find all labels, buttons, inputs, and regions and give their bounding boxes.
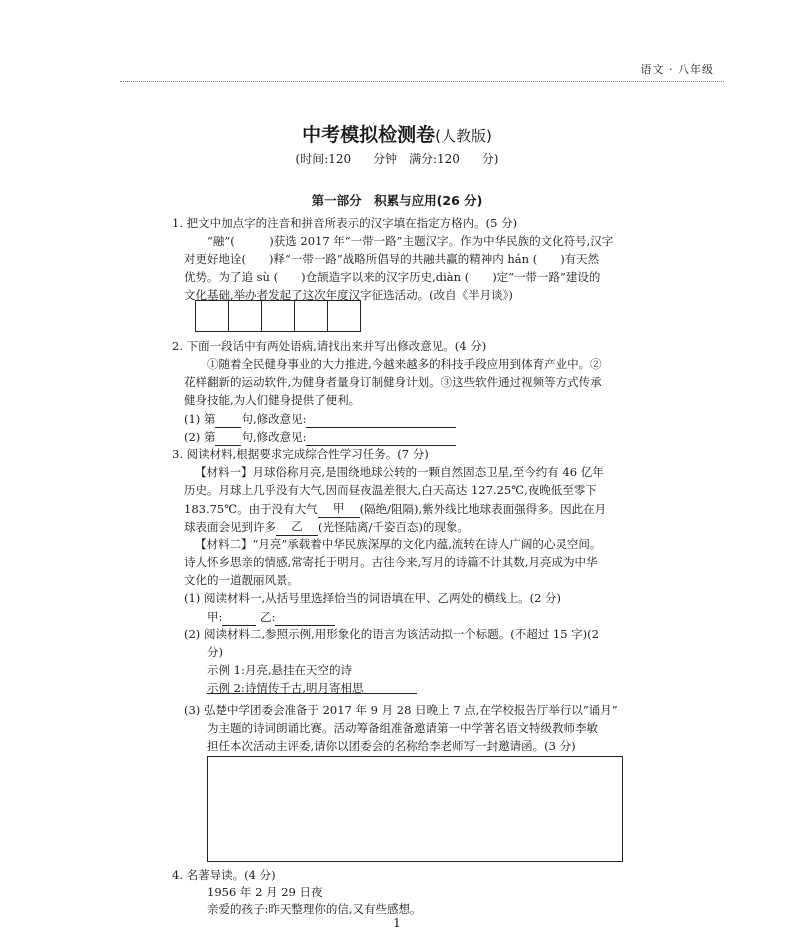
blank-line[interactable] [275,607,335,626]
answer-grid[interactable] [195,300,361,332]
section-heading: 第一部分 积累与应用(26 分) [311,193,483,208]
blank-line[interactable] [215,427,241,446]
material-1-line: 球表面会见到许多 乙 (光怪陆离/千姿百态)的现象。 [184,519,469,534]
q3-stem: 3. 阅读材料,根据要求完成综合性学习任务。(7 分) [172,447,429,461]
answer-cell[interactable] [328,301,360,331]
title-main: 中考模拟检测卷 [302,124,436,146]
example-2: 示例 2:诗情传千古,明月寄相思 [207,681,364,695]
q3-sub3: 为主题的诗词朗诵比赛。活动筹备组准备邀请第一中学著名语文特级教师李敏 [207,721,598,735]
subject-header: 语文 · 八年级 [640,63,714,76]
material-2-line: 【材料二】“月亮”承载着中华民族深厚的文化内蕴,流转在诗人广阔的心灵空间。 [195,537,602,551]
blank-line[interactable] [306,427,456,446]
page-number: 1 [393,916,401,930]
q3-sub2: 分) [207,645,223,659]
page-title [0,120,794,147]
q3-sub1-answer: 甲: 乙: [207,607,335,626]
material-1-line: 【材料一】月球俗称月亮,是围绕地球公转的一颗自然固态卫星,至今约有 46 亿年 [195,465,604,479]
q1-line: 文化基础,举办者发起了这次年度汉字征选活动。(改自《半月谈》) [184,288,513,302]
q2-answer-1: (1) 第 句,修改意见: [184,409,456,428]
material-2-line: 文化的一道靓丽风景。 [184,573,299,587]
blank-line[interactable] [215,409,241,428]
answer-cell[interactable] [229,301,262,331]
answer-line[interactable] [207,693,417,694]
answer-cell[interactable] [196,301,229,331]
invitation-answer-box[interactable] [207,756,623,862]
q2-line: 健身技能,为人们健身提供了便利。 [184,393,361,407]
blank-a[interactable]: 甲 [318,499,360,518]
header-divider [120,81,724,82]
q2-line: ①随着全民健身事业的大力推进,今越来越多的科技手段应用到体育产业中。② [207,357,602,371]
q1-line: 对更好地诠( )释“一带一路”战略所倡导的共融共赢的精神内 hán ( )有天然 [184,252,600,266]
q3-sub2: (2) 阅读材料二,参照示例,用形象化的语言为该活动拟一个标题。(不超过 15 字)(2 [184,627,599,641]
blank-b[interactable]: 乙 [276,517,318,536]
q4-stem: 4. 名著导读。(4 分) [172,868,276,882]
blank-line[interactable] [222,607,256,626]
q3-sub3: (3) 弘楚中学团委会准备于 2017 年 9 月 28 日晚上 7 点,在学校报告厅举行以“诵月” [184,703,618,717]
q2-answer-2: (2) 第 句,修改意见: [184,427,456,446]
q3-sub3: 担任本次活动主评委,请你以团委会的名称给李老师写一封邀请函。(3 分) [207,739,576,753]
example-1: 示例 1:月亮,悬挂在天空的诗 [207,663,353,677]
material-1-line: 183.75℃。由于没有大气 甲 (隔绝/阻隔),紫外线比地球表面强得多。因此在月 [184,501,607,516]
material-2-line: 诗人怀乡思亲的情感,常寄托于明月。古往今来,写月的诗篇不计其数,月亮成为中华 [184,555,598,569]
title-edition: (人教版) [435,127,492,145]
material-1-line: 历史。月球上几乎没有大气,因而昼夜温差很大,白天高达 127.25℃,夜晚低至零下 [184,483,597,497]
q2-line: 花样翻新的运动软件,为健身者量身订制健身计划。③这些软件通过视频等方式传承 [184,375,602,389]
blank-line[interactable] [306,409,456,428]
q1-stem: 1. 把文中加点字的注音和拼音所表示的汉字填在指定方格内。(5 分) [172,216,518,230]
answer-cell[interactable] [295,301,328,331]
letter-line: 亲爱的孩子:昨天整理你的信,又有些感想。 [207,902,422,916]
q3-sub1: (1) 阅读材料一,从括号里选择恰当的词语填在甲、乙两处的横线上。(2 分) [184,591,562,605]
q1-line: 优势。为了追 sù ( )仓颉造字以来的汉字历史,diàn ( )定“一带一路”建设的 [184,270,601,284]
letter-date: 1956 年 2 月 29 日夜 [207,885,323,899]
q2-stem: 2. 下面一段话中有两处语病,请找出来并写出修改意见。(4 分) [172,339,487,353]
q1-line: “融”( )获选 2017 年“一带一路”主题汉字。作为中华民族的文化符号,汉字 [207,234,614,248]
exam-info: (时间:120 分钟 满分:120 分) [295,152,499,166]
answer-cell[interactable] [262,301,295,331]
